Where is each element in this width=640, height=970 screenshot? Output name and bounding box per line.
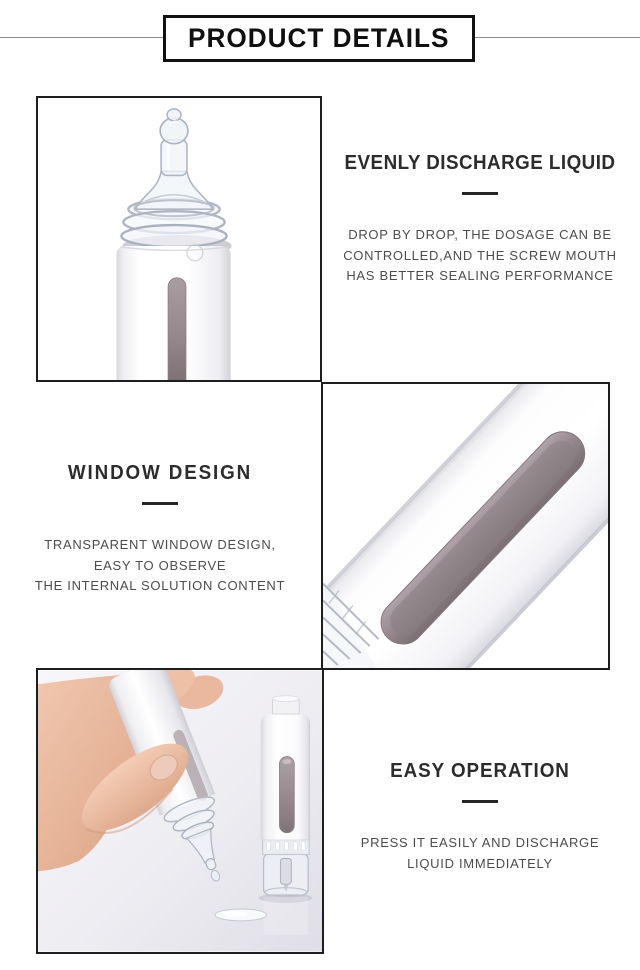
product-photo-window-closeup bbox=[321, 382, 610, 670]
section-window-design bbox=[8, 460, 312, 597]
hand-pressing-illustration bbox=[38, 670, 322, 952]
section-body-line: LIQUID IMMEDIATELY bbox=[407, 855, 553, 871]
section-divider bbox=[462, 800, 498, 803]
section-body-line: DROP BY DROP, THE DOSAGE CAN BE bbox=[348, 227, 612, 242]
product-photo-dropper-top bbox=[36, 96, 322, 382]
liquid-drop bbox=[215, 909, 266, 921]
section-body-line: HAS BETTER SEALING PERFORMANCE bbox=[346, 268, 614, 283]
section-evenly-discharge bbox=[328, 150, 632, 287]
dropper-top-illustration bbox=[38, 98, 320, 380]
section-body-line: THE INTERNAL SOLUTION CONTENT bbox=[34, 578, 286, 593]
section-divider bbox=[142, 502, 178, 505]
section-body-line: EASY TO OBSERVE bbox=[93, 557, 227, 573]
section-heading: EASY OPERATION bbox=[390, 760, 570, 782]
page-title: PRODUCT DETAILS bbox=[188, 23, 450, 53]
window-closeup-illustration bbox=[323, 384, 608, 668]
product-photo-hand-pressing bbox=[36, 668, 324, 954]
standing-bottle bbox=[259, 696, 312, 935]
section-heading: WINDOW DESIGN bbox=[67, 462, 253, 484]
section-divider bbox=[462, 192, 498, 195]
section-body-line: CONTROLLED,AND THE SCREW MOUTH bbox=[343, 247, 617, 263]
section-body-line: PRESS IT EASILY AND DISCHARGE bbox=[360, 835, 600, 850]
section-heading: EVENLY DISCHARGE LIQUID bbox=[344, 152, 616, 174]
section-easy-operation bbox=[328, 758, 632, 874]
section-body-line: TRANSPARENT WINDOW DESIGN, bbox=[44, 537, 276, 552]
page-title-box bbox=[163, 15, 475, 62]
